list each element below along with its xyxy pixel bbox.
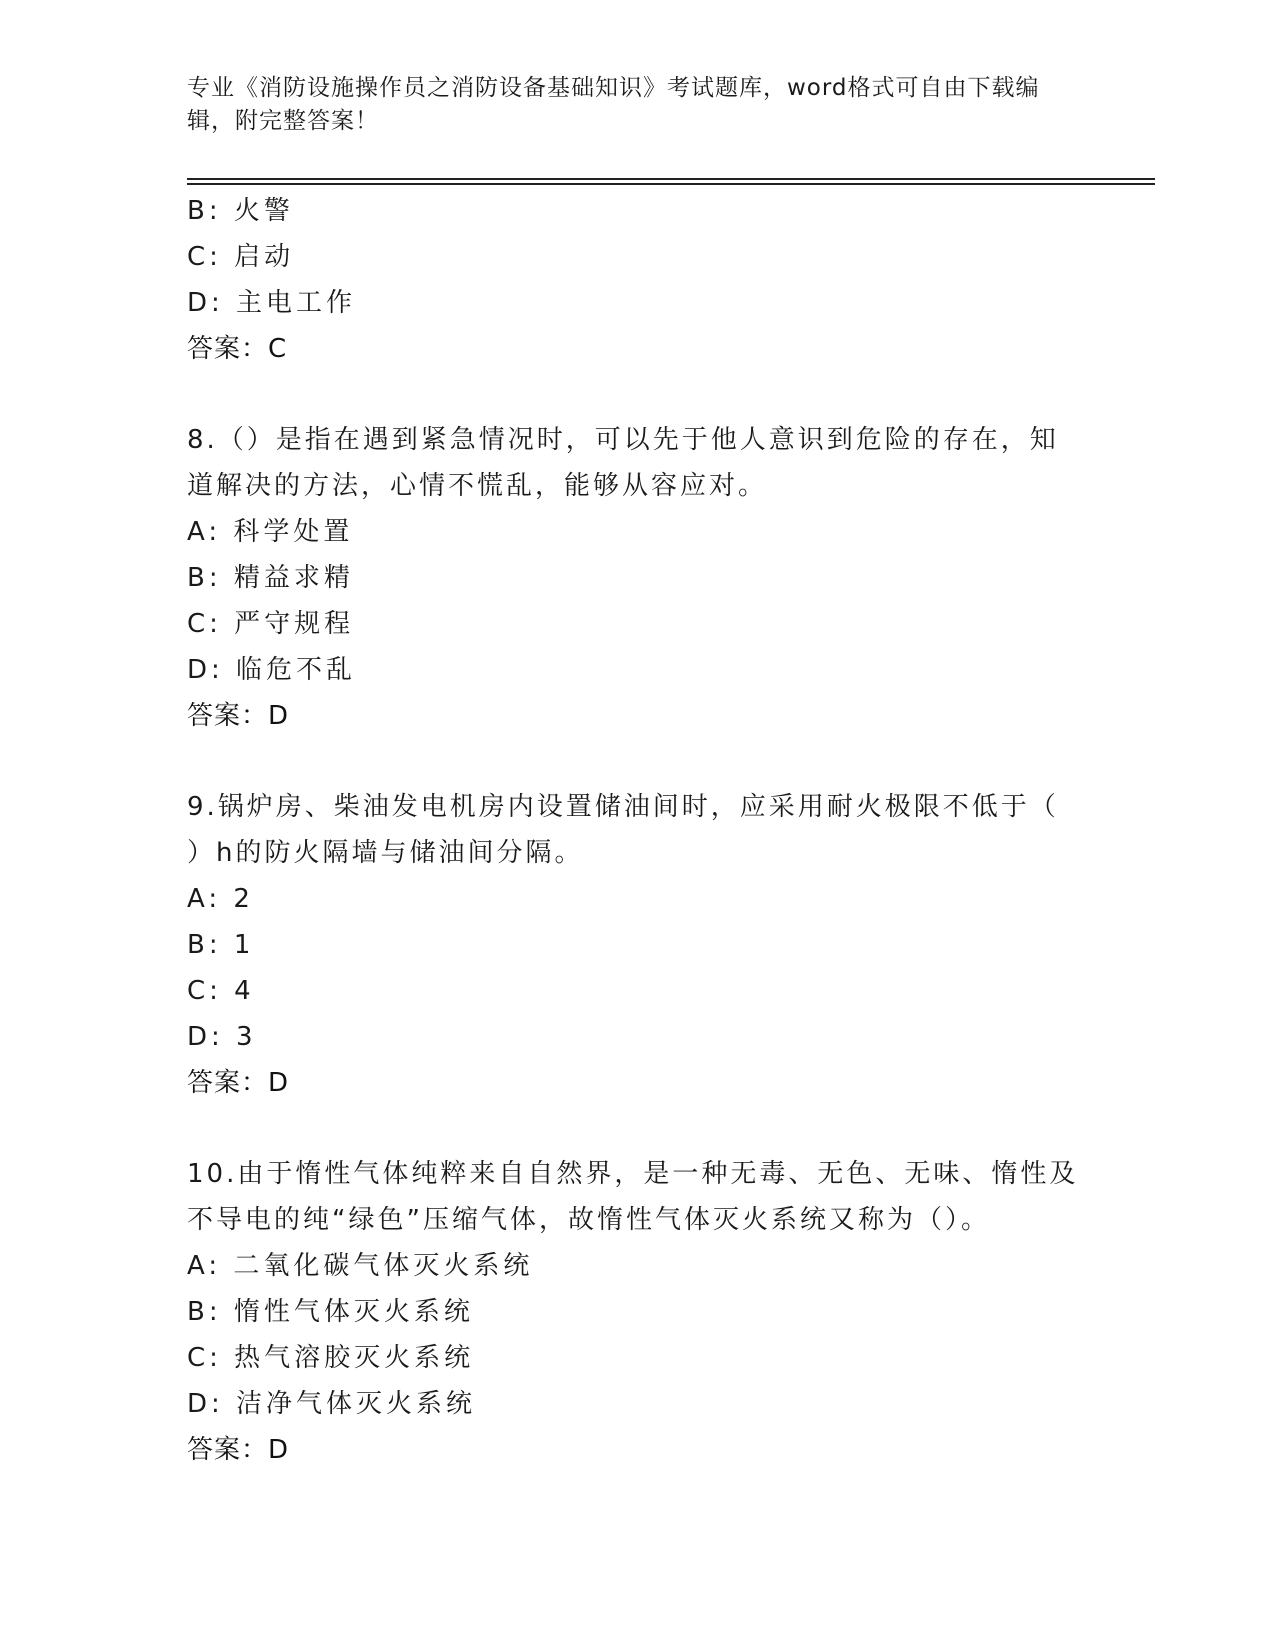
option-d: D: 临危不乱 xyxy=(187,655,357,685)
option-c: C: 启动 xyxy=(187,242,295,272)
answer-line: 答案：C xyxy=(187,334,288,364)
question-text-line: 道解决的方法，心情不慌乱，能够从容应对。 xyxy=(187,471,768,501)
option-d: D: 主电工作 xyxy=(187,288,357,318)
header-rule-top xyxy=(187,178,1155,180)
spacer xyxy=(187,372,1087,417)
spacer xyxy=(187,1106,1087,1151)
answer-line: 答案：D xyxy=(187,1068,290,1098)
option-d: D: 洁净气体灭火系统 xyxy=(187,1389,477,1419)
answer-line: 答案：D xyxy=(187,1435,290,1465)
document-header: 专业《消防设施操作员之消防设备基础知识》考试题库，word格式可自由下载编辑，附完整答案！ xyxy=(187,75,1040,134)
question-list xyxy=(187,188,1087,1473)
question-text-line: ）h的防火隔墙与储油间分隔。 xyxy=(187,838,584,868)
spacer xyxy=(187,739,1087,784)
option-b: B: 火警 xyxy=(187,196,294,226)
option-c: C: 严守规程 xyxy=(187,609,355,639)
question-9 xyxy=(187,784,1087,1106)
question-text-line: 8.（）是指在遇到紧急情况时，可以先于他人意识到危险的存在，知 xyxy=(187,425,1059,455)
question-8 xyxy=(187,417,1087,739)
option-a: A: 2 xyxy=(187,884,254,914)
question-text-line: 9.锅炉房、柴油发电机房内设置储油间时，应采用耐火极限不低于（ xyxy=(187,792,1059,822)
option-b: B: 惰性气体灭火系统 xyxy=(187,1297,474,1327)
option-d: D: 3 xyxy=(187,1022,257,1052)
option-b: B: 精益求精 xyxy=(187,563,354,593)
option-b: B: 1 xyxy=(187,930,255,960)
question-text-line: 不导电的纯“绿色”压缩气体，故惰性气体灭火系统又称为（）。 xyxy=(187,1205,990,1235)
header-rule-bottom xyxy=(187,183,1155,185)
option-c: C: 热气溶胶灭火系统 xyxy=(187,1343,475,1373)
option-c: C: 4 xyxy=(187,976,255,1006)
question-text-line: 10.由于惰性气体纯粹来自自然界，是一种无毒、无色、无味、惰性及 xyxy=(187,1159,1079,1189)
option-a: A: 科学处置 xyxy=(187,517,354,547)
question-7 xyxy=(187,188,1087,372)
question-10 xyxy=(187,1151,1087,1473)
option-a: A: 二氧化碳气体灭火系统 xyxy=(187,1251,534,1281)
answer-line: 答案：D xyxy=(187,701,290,731)
